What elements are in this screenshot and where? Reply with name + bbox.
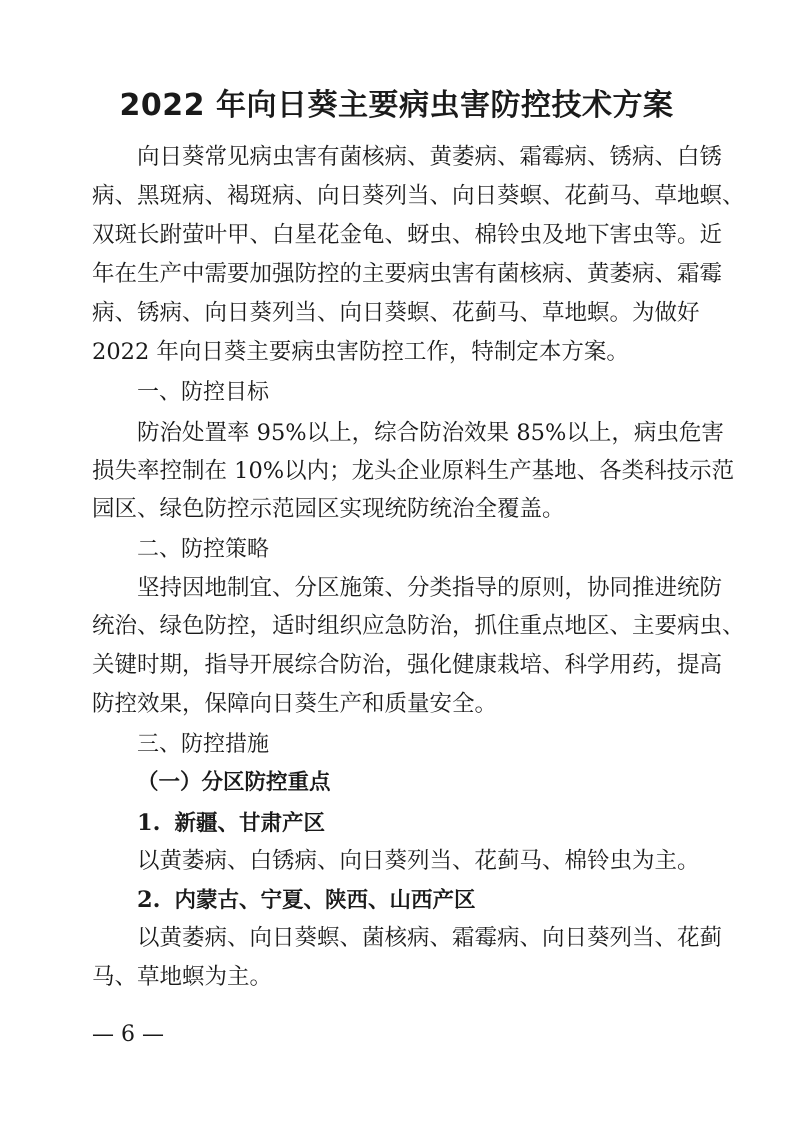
intro-line: 病、锈病、向日葵列当、向日葵螟、花蓟马、草地螟。为做好 (92, 300, 700, 326)
subsection-heading-zones: （一）分区防控重点 (137, 770, 331, 795)
region-text: 以黄萎病、白锈病、向日葵列当、花蓟马、棉铃虫为主。 (137, 848, 700, 874)
section-heading-strategy: 二、防控策略 (137, 537, 270, 562)
region-number: 1. (137, 810, 161, 836)
document-title: 2022 年向日葵主要病虫害防控技术方案 (119, 88, 674, 123)
region-text: 以黄萎病、向日葵螟、菌核病、霜霉病、向日葵列当、花蓟 (137, 925, 723, 951)
strategy-line: 防控效果，保障向日葵生产和质量安全。 (92, 691, 498, 717)
region-name: 新疆、甘肃产区 (174, 811, 326, 836)
region-number: 2. (137, 887, 161, 913)
strategy-line: 统治、绿色防控，适时组织应急防治，抓住重点地区、主要病虫、 (92, 613, 745, 639)
section-heading-goals: 一、防控目标 (137, 380, 270, 405)
intro-line: 向日葵常见病虫害有菌核病、黄萎病、霜霉病、锈病、白锈 (137, 144, 723, 170)
goals-line: 损失率控制在 10%以内；龙头企业原料生产基地、各类科技示范 (92, 458, 735, 484)
intro-line: 双斑长跗萤叶甲、白星花金龟、蚜虫、棉铃虫及地下害虫等。近 (92, 222, 723, 248)
goals-line: 园区、绿色防控示范园区实现统防统治全覆盖。 (92, 496, 565, 522)
intro-line: 病、黑斑病、褐斑病、向日葵列当、向日葵螟、花蓟马、草地螟、 (92, 183, 745, 209)
intro-line: 2022 年向日葵主要病虫害防控工作，特制定本方案。 (92, 339, 629, 365)
strategy-line: 坚持因地制宜、分区施策、分类指导的原则，协同推进统防 (137, 575, 723, 601)
intro-line: 年在生产中需要加强防控的主要病虫害有菌核病、黄萎病、霜霉 (92, 261, 723, 287)
region-text: 马、草地螟为主。 (92, 964, 273, 990)
region-heading-xinjiang-gansu (137, 808, 325, 839)
strategy-line: 关键时期，指导开展综合防治，强化健康栽培、科学用药，提高 (92, 652, 723, 678)
page-number: — 6 — (92, 1022, 164, 1047)
region-name: 内蒙古、宁夏、陕西、山西产区 (174, 888, 476, 913)
goals-line: 防治处置率 95%以上，综合防治效果 85%以上，病虫危害 (137, 420, 724, 446)
section-heading-measures: 三、防控措施 (137, 732, 270, 757)
region-heading-inner-mongolia (137, 885, 476, 916)
